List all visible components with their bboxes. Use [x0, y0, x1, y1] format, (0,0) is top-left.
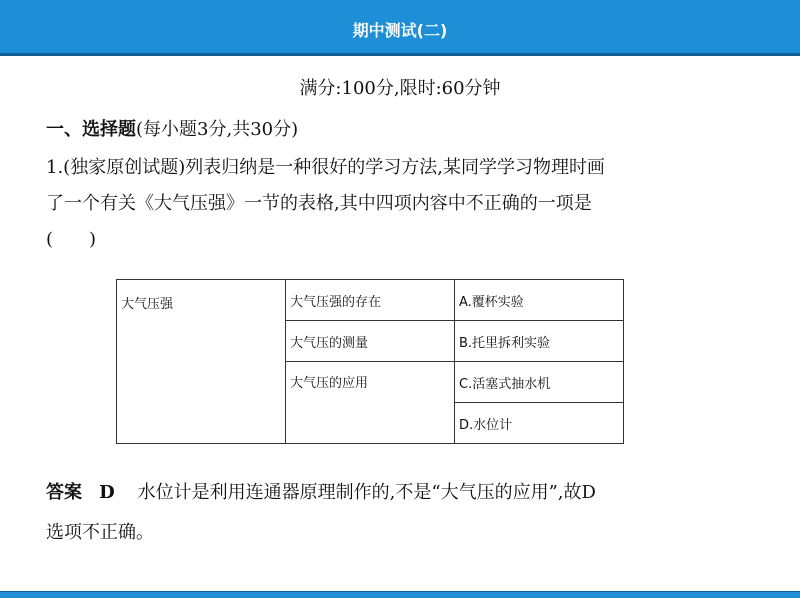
section-title	[46, 115, 298, 141]
table-cell-option: A.覆杯实验	[455, 280, 624, 321]
table-cell-topic: 大气压的应用	[286, 362, 455, 444]
answer-label: 答案	[46, 482, 82, 503]
answer-line	[46, 473, 766, 513]
table-cell-option: D.水位计	[455, 403, 624, 444]
table-row	[117, 280, 624, 321]
summary-table	[116, 279, 624, 444]
answer-choice: D	[99, 482, 115, 503]
table-cell-option: B.托里拆利实验	[455, 321, 624, 362]
score-time-info: 满分:100分,限时:60分钟	[299, 78, 501, 99]
table-cell-topic: 大气压强的存在	[286, 280, 455, 321]
question-text	[46, 150, 746, 258]
table-cell-option: C.活塞式抽水机	[455, 362, 624, 403]
answer-explanation: 水位计是利用连通器原理制作的,不是“大气压的应用”,故D	[137, 482, 596, 503]
table-cell-topic: 大气压的测量	[286, 321, 455, 362]
slide-header	[0, 0, 800, 56]
question-line: 了一个有关《大气压强》一节的表格,其中四项内容中不正确的一项是	[46, 193, 592, 214]
question-line: 1.(独家原创试题)列表归纳是一种很好的学习方法,某同学学习物理时画	[46, 157, 605, 178]
section-note: (每小题3分,共30分)	[136, 119, 299, 140]
table-cell-topic-root: 大气压强	[117, 280, 286, 444]
footer-bar	[0, 591, 800, 598]
answer-block	[46, 473, 766, 553]
question-line: ( )	[46, 229, 97, 250]
answer-line: 选项不正确。	[46, 522, 154, 543]
header-title: 期中测试(二)	[352, 21, 448, 40]
section-heading: 一、选择题	[46, 119, 136, 140]
